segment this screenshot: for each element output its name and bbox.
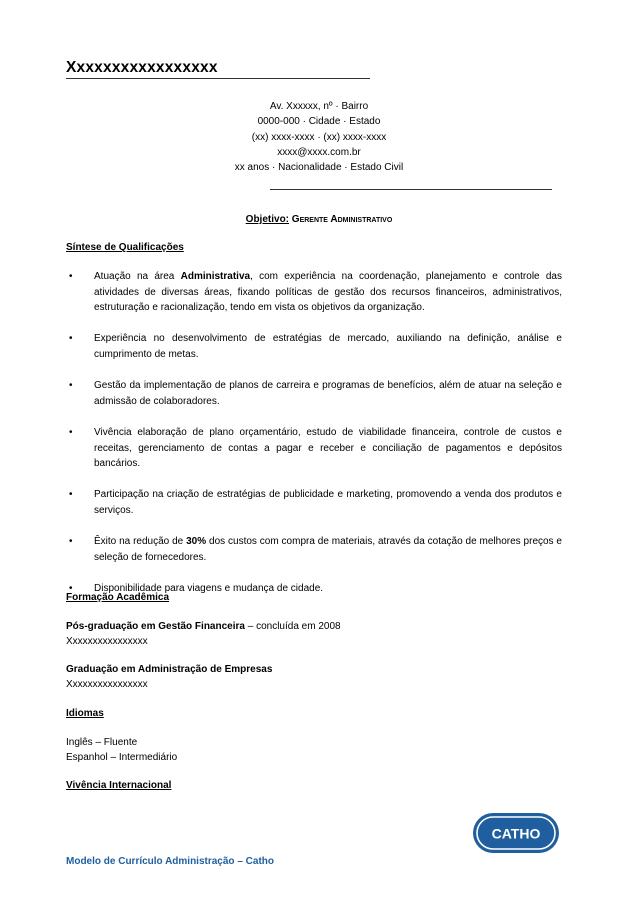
institution: Xxxxxxxxxxxxxxxx [66,679,148,691]
bullet-icon: • [69,426,73,438]
contact-divider [270,189,552,190]
objective [0,214,638,225]
international-heading: Vivência Internacional [66,780,172,791]
footer-text: Modelo de Currículo Administração – Catho [66,856,274,867]
bullet-icon: • [69,333,73,345]
education-heading: Formação Acadêmica [66,592,170,603]
bullet-icon: • [69,582,73,594]
language-item: Espanhol – Intermediário [66,752,178,764]
bullet-icon: • [69,271,73,282]
list-item: • Disponibilidade para viagens e mudança de cidade. [66,581,562,597]
institution: Xxxxxxxxxxxxxxxx [66,636,148,648]
contact-block [200,99,438,175]
list-item: • Vivência elaboração de plano orçamentário, estudo de viabilidade financeira, controle de custos e receitas, gerenciamento de contas a pagar e receber e conciliação de pagamentos e depósitos bancários. [69,426,562,470]
language-item: Inglês – Fluente [66,737,138,748]
qualifications-heading: Síntese de Qualificações [66,242,184,253]
list-item: • Atuação na área Administrativa, com experiência na coordenação, planejamento e controle das atividades de diversas áreas, fixando políticas de gestão dos recursos financeiros, administrativos, estruturação e racionalização, tendo em vista os objetivos da organização. [69,271,562,314]
education-entry [66,619,341,650]
name-divider [66,78,370,79]
list-item: • Experiência no desenvolvimento de estratégias de mercado, auxiliando na definição, análise e cumprimento de metas. [69,333,562,360]
bullet-icon: • [69,489,73,501]
bullet-icon: • [69,536,73,548]
languages-list [66,735,177,766]
email-line: xxxx@xxxx.com.br [277,146,361,158]
qualifications-list [66,269,562,612]
list-item: • Gestão da implementação de planos de carreira e programas de benefícios, além de atuar na seleção e admissão de colaboradores. [69,380,562,407]
objective-label: Objetivo: [245,214,290,225]
personal-info-line: xx anos · Nacionalidade · Estado Civil [234,162,404,174]
city-line: 0000-000 · Cidade · Estado [257,116,381,128]
objective-value: Gerente Administrativo [291,214,393,225]
education-entry [66,662,272,693]
logo-text: CATHO [491,825,541,842]
list-item: • Êxito na redução de 30% dos custos com compra de materiais, através da cotação de melhores preços e seleção de fornecedores. [69,536,562,563]
list-item: • Participação na criação de estratégias de publicidade e marketing, promovendo a venda dos produtos e serviços. [69,489,562,516]
languages-heading: Idiomas [66,708,104,719]
catho-logo [470,810,562,856]
degree-title: Pós-graduação em Gestão Financeira [66,621,245,632]
candidate-name: Xxxxxxxxxxxxxxxxx [66,59,218,76]
degree-title: Graduação em Administração de Empresas [66,664,273,675]
phone-line: (xx) xxxx-xxxx · (xx) xxxx-xxxx [251,131,387,143]
address-line: Av. Xxxxxx, nº · Bairro [269,101,369,112]
bullet-icon: • [69,380,73,392]
degree-detail: – concluída em 2008 [244,621,341,632]
